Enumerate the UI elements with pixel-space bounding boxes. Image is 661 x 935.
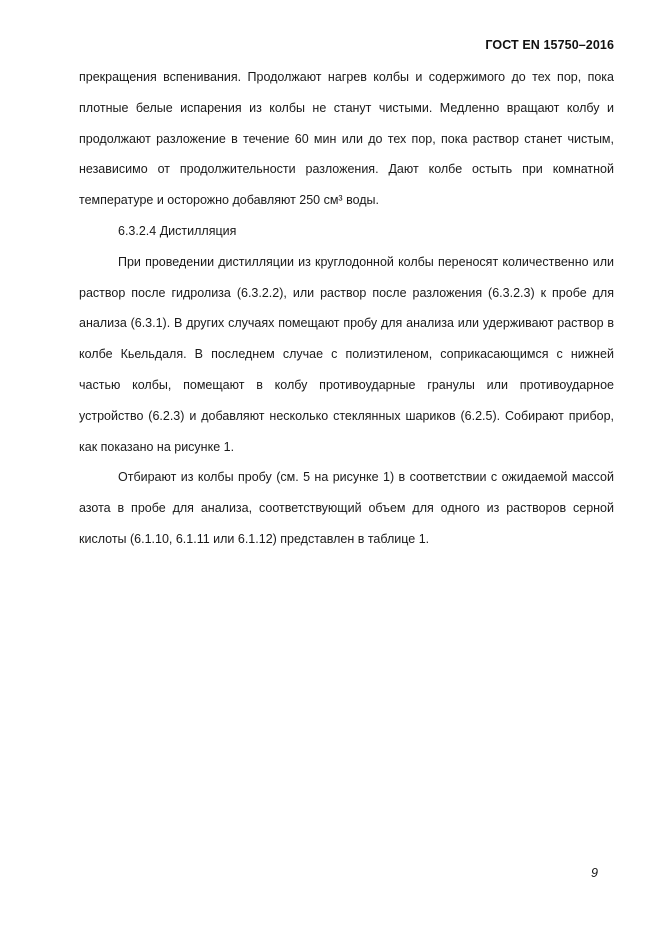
section-heading-distillation: 6.3.2.4 Дистилляция [118, 223, 237, 238]
paragraph-distillation-procedure: При проведении дистилляции из круглодонной колбы переносят количественно или раствор после гидролиза (6.3.2.2), или раствор после разложения (6.3.2.3) к пробе для анализа (6.3.1). В других случаях помещают пробу для анализа или удерживают раствор в колбе Кьельдаля. В последнем случае с полиэтиленом, соприкасающимся с нижней частью колбы, помещают в колбу противоударные гранулы или противоударное устройство (6.2.3) и добавляют несколько стеклянных шариков (6.2.5). Собирают прибор, как показано на рисунке 1. [79, 254, 614, 454]
document-body [79, 62, 614, 555]
page-number: 9 [591, 866, 598, 880]
paragraph-continuation: прекращения вспенивания. Продолжают нагрев колбы и содержимого до тех пор, пока плотные белые испарения из колбы не станут чистыми. Медленно вращают колбу и продолжают разложение в течение 60 мин или до тех пор, пока раствор станет чистым, независимо от продолжительности разложения. Дают колбе остыть при комнатной температуре и осторожно добавляют 250 см³ воды. [79, 70, 614, 208]
standard-header: ГОСТ EN 15750–2016 [485, 38, 614, 52]
paragraph-sampling: Отбирают из колбы пробу (см. 5 на рисунке 1) в соответствии с ожидаемой массой азота в пробе для анализа, соответствующий объем для одного из растворов серной кислоты (6.1.10, 6.1.11 или 6.1.12) представлен в таблице 1. [79, 470, 614, 546]
